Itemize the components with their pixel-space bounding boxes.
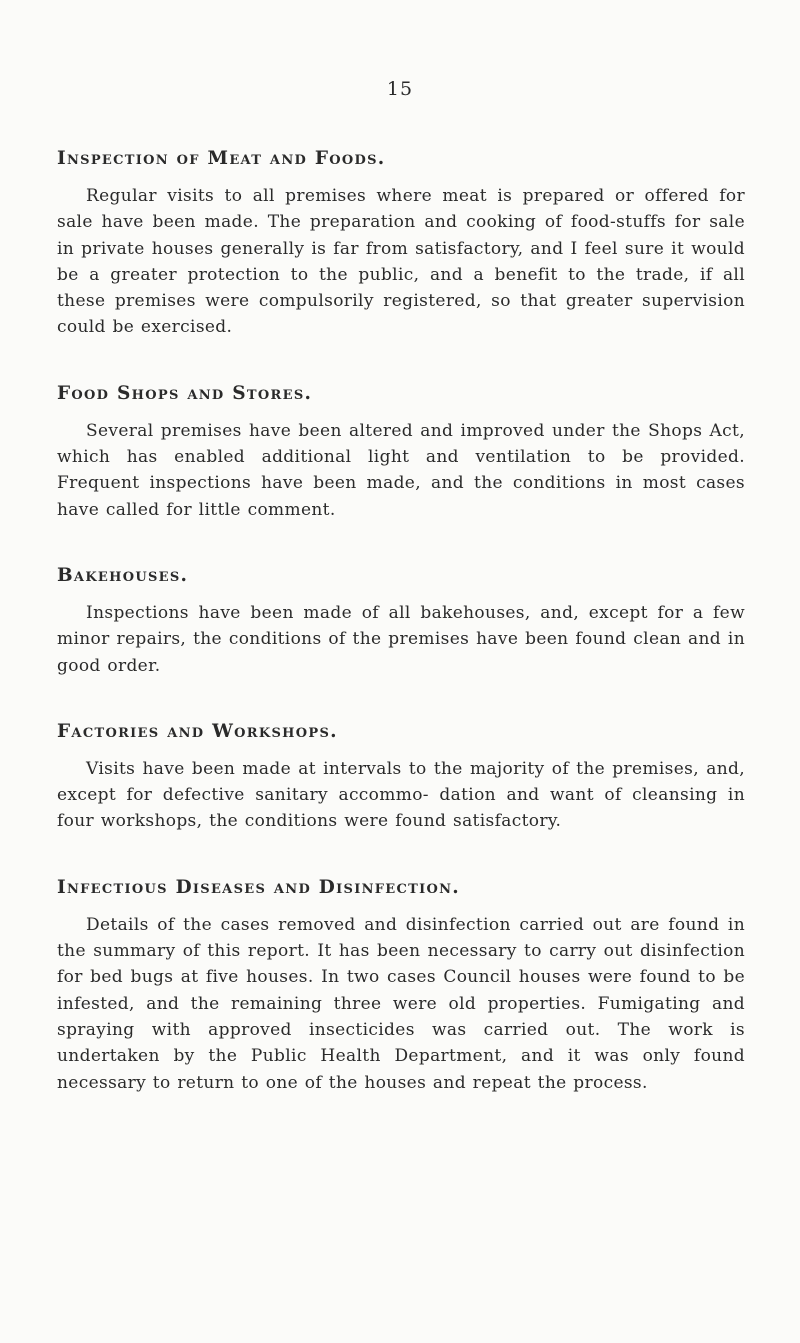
section-paragraph: Several premises have been altered and improved under the Shops Act, which has enabled additional light and ventilation to be provided. Frequent inspections have been made, and the conditions in most cases have called for little comment.	[57, 420, 745, 520]
section-food-shops	[57, 381, 745, 523]
section-paragraph: Inspections have been made of all bakehouses, and, except for a few minor repairs, the conditions of the premises have been found clean and in good order.	[57, 602, 745, 676]
section-paragraph: Regular visits to all premises where meat is prepared or offered for sale have been made. The preparation and cooking of food-stuffs for sale in private houses generally is far from satisfactory, and I feel sure it would be a greater protection to the public, and a benefit to the trade, if all these premises were compulsorily registered, so that greater supervision could be exercised.	[57, 186, 745, 338]
section-paragraph: Details of the cases removed and disinfection carried out are found in the summary of this report. It has been necessary to carry out disinfection for bed bugs at five houses. In two cases Council houses were found to be infested, and the remaining three were old properties. Fumigating and spraying with approved insecticides was carried out. The work is undertaken by the Public Health Department, and it was only found necessary to return to one of the houses and repeat the process.	[57, 914, 745, 1093]
page-number: 15	[386, 78, 414, 100]
section-factories-and-workshops	[57, 719, 745, 835]
section-bakehouses	[57, 563, 745, 679]
section-heading: Bakehouses.	[57, 564, 189, 586]
section-heading: Inspection of Meat and Foods.	[57, 148, 386, 169]
section-inspection-of-meat	[57, 146, 745, 341]
page-content	[57, 146, 745, 1136]
section-heading: Factories and Workshops.	[57, 720, 338, 742]
section-heading: Food Shops and Stores.	[57, 382, 313, 404]
section-paragraph: Visits have been made at intervals to the majority of the premises, and, except for defective sanitary accommo- dation and want of cleansing in four workshops, the conditions were found satisfactory.	[57, 758, 745, 832]
section-infectious-diseases	[57, 875, 745, 1096]
section-heading: Infectious Diseases and Disinfection.	[57, 876, 461, 898]
